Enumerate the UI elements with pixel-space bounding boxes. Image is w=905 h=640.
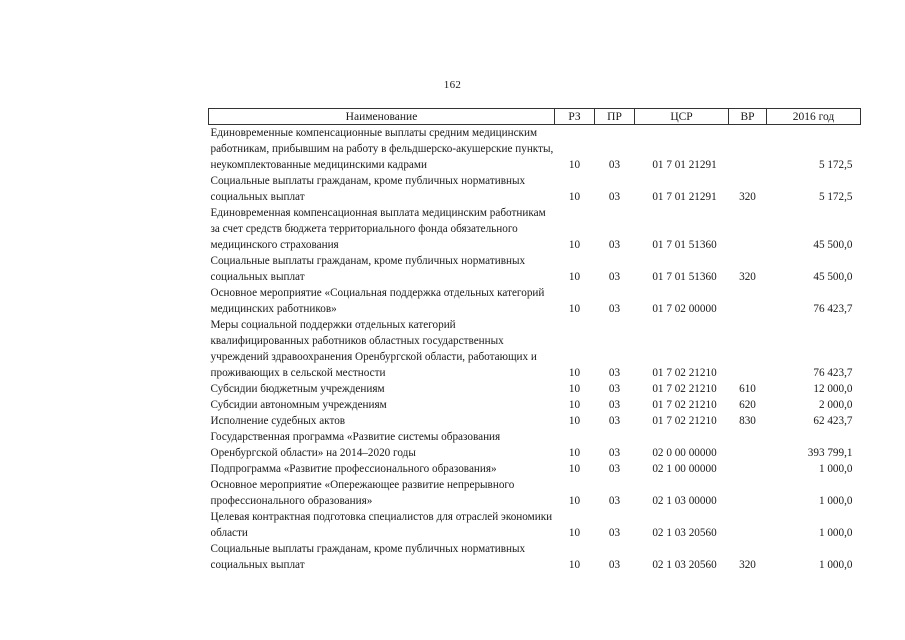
row-pr: 03 — [608, 239, 621, 251]
row-rz: 10 — [568, 367, 581, 379]
budget-table — [208, 108, 861, 573]
row-csr: 01 7 02 00000 — [652, 303, 717, 315]
table-row — [209, 397, 861, 413]
row-vr: 320 — [739, 271, 756, 283]
table-body — [209, 125, 861, 574]
table-row — [209, 477, 861, 509]
row-rz: 10 — [568, 303, 581, 315]
row-name: Единовременные компенсационные выплаты средним медицинским работникам, прибывшим на работу в фельдшерско-акушерские пункты, неукомплектованные медицинскими кадрами — [210, 127, 554, 171]
row-pr: 03 — [608, 159, 621, 171]
row-sum: 1 000,0 — [818, 495, 853, 507]
row-name: Социальные выплаты гражданам, кроме публичных нормативных социальных выплат — [210, 175, 526, 203]
row-rz: 10 — [568, 159, 581, 171]
row-csr: 02 1 03 20560 — [652, 527, 717, 539]
row-sum: 1 000,0 — [818, 527, 853, 539]
row-vr — [729, 285, 767, 317]
row-name: Меры социальной поддержки отдельных категорий квалифицированных работников областных государственных учреждений здравоохранения Оренбургской области, работающих и проживающих в сельской местности — [210, 319, 537, 379]
row-sum: 76 423,7 — [813, 367, 853, 379]
row-pr: 03 — [608, 303, 621, 315]
row-sum: 12 000,0 — [813, 383, 853, 395]
row-name: Субсидии автономным учреждениям — [210, 399, 387, 411]
row-pr: 03 — [608, 447, 621, 459]
row-pr: 03 — [608, 191, 621, 203]
row-pr: 03 — [608, 399, 621, 411]
row-sum: 5 172,5 — [818, 159, 853, 171]
row-sum: 62 423,7 — [813, 415, 853, 427]
row-csr: 02 1 00 00000 — [652, 463, 717, 475]
header-vr: ВР — [729, 109, 767, 125]
row-sum: 1 000,0 — [818, 463, 853, 475]
row-rz: 10 — [568, 239, 581, 251]
row-vr — [729, 317, 767, 381]
table-row — [209, 541, 861, 573]
row-csr: 01 7 01 51360 — [652, 271, 717, 283]
row-vr — [729, 429, 767, 461]
row-rz: 10 — [568, 399, 581, 411]
row-csr: 01 7 02 21210 — [652, 415, 717, 427]
table-row — [209, 173, 861, 205]
row-csr: 01 7 01 21291 — [652, 191, 717, 203]
row-csr: 01 7 02 21210 — [652, 383, 717, 395]
row-name: Исполнение судебных актов — [210, 415, 346, 427]
row-sum: 2 000,0 — [818, 399, 853, 411]
row-vr — [729, 205, 767, 253]
table-row — [209, 381, 861, 397]
row-rz: 10 — [568, 383, 581, 395]
row-name: Основное мероприятие «Опережающее развитие непрерывного профессионального образования» — [210, 479, 515, 507]
row-rz: 10 — [568, 415, 581, 427]
row-rz: 10 — [568, 527, 581, 539]
row-vr: 320 — [739, 191, 756, 203]
row-vr: 320 — [739, 559, 756, 571]
row-csr: 01 7 02 21210 — [652, 367, 717, 379]
row-sum: 45 500,0 — [813, 239, 853, 251]
row-csr: 02 1 03 20560 — [652, 559, 717, 571]
row-sum: 45 500,0 — [813, 271, 853, 283]
row-pr: 03 — [608, 527, 621, 539]
row-csr: 02 0 00 00000 — [652, 447, 717, 459]
row-sum: 5 172,5 — [818, 191, 853, 203]
row-vr — [729, 125, 767, 174]
table-row — [209, 461, 861, 477]
table-row — [209, 509, 861, 541]
row-vr: 830 — [739, 415, 756, 427]
table-row — [209, 253, 861, 285]
row-rz: 10 — [568, 495, 581, 507]
header-row — [209, 109, 861, 125]
table-row — [209, 429, 861, 461]
row-csr: 01 7 02 21210 — [652, 399, 717, 411]
row-name: Единовременная компенсационная выплата медицинским работникам за счет средств бюджета территориального фонда обязательного медицинского страхования — [210, 207, 546, 251]
table-row — [209, 205, 861, 253]
row-rz: 10 — [568, 271, 581, 283]
table-row — [209, 285, 861, 317]
row-name: Социальные выплаты гражданам, кроме публичных нормативных социальных выплат — [210, 255, 526, 283]
row-name: Субсидии бюджетным учреждениям — [210, 383, 385, 395]
row-rz: 10 — [568, 559, 581, 571]
row-vr — [729, 509, 767, 541]
page-number: 162 — [443, 79, 462, 91]
row-csr: 02 1 03 00000 — [652, 495, 717, 507]
row-rz: 10 — [568, 463, 581, 475]
row-pr: 03 — [608, 559, 621, 571]
row-name: Подпрограмма «Развитие профессионального образования» — [210, 463, 497, 475]
row-vr — [729, 477, 767, 509]
row-csr: 01 7 01 51360 — [652, 239, 717, 251]
row-sum: 76 423,7 — [813, 303, 853, 315]
header-rz: РЗ — [555, 109, 595, 125]
row-pr: 03 — [608, 495, 621, 507]
table-header — [209, 109, 861, 125]
header-name: Наименование — [209, 109, 555, 125]
row-pr: 03 — [608, 367, 621, 379]
row-pr: 03 — [608, 383, 621, 395]
row-vr: 620 — [739, 399, 756, 411]
row-rz: 10 — [568, 447, 581, 459]
row-name: Целевая контрактная подготовка специалистов для отраслей экономики области — [210, 511, 553, 539]
table-row — [209, 317, 861, 381]
row-rz: 10 — [568, 191, 581, 203]
row-sum: 393 799,1 — [807, 447, 853, 459]
row-sum: 1 000,0 — [818, 559, 853, 571]
table-row — [209, 125, 861, 174]
row-vr — [729, 461, 767, 477]
row-csr: 01 7 01 21291 — [652, 159, 717, 171]
row-name: Основное мероприятие «Социальная поддержка отдельных категорий медицинских работников» — [210, 287, 545, 315]
row-name: Социальные выплаты гражданам, кроме публичных нормативных социальных выплат — [210, 543, 526, 571]
table-row — [209, 413, 861, 429]
header-pr: ПР — [595, 109, 635, 125]
header-csr: ЦСР — [635, 109, 729, 125]
row-pr: 03 — [608, 463, 621, 475]
row-vr: 610 — [739, 383, 756, 395]
header-sum: 2016 год — [767, 109, 861, 125]
row-name: Государственная программа «Развитие системы образования Оренбургской области» на 2014–2020 годы — [210, 431, 501, 459]
row-pr: 03 — [608, 271, 621, 283]
row-pr: 03 — [608, 415, 621, 427]
